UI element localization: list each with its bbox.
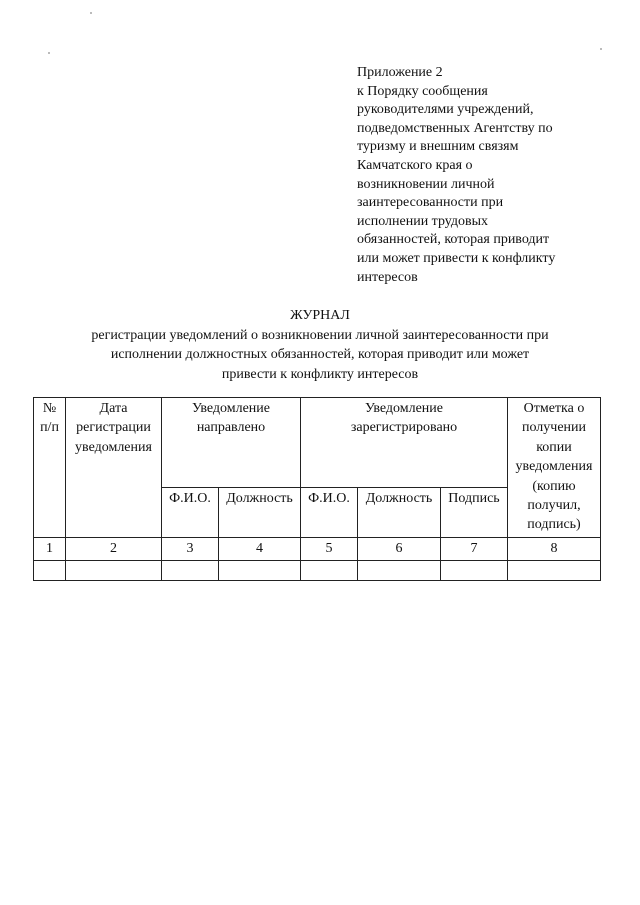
scan-speck [90,12,92,14]
appendix-line: интересов [357,269,418,285]
appendix-note [357,64,597,287]
title-heading: ЖУРНАЛ [290,308,350,323]
empty-cell [34,561,66,581]
header-text: подпись) [527,517,581,533]
empty-cell [66,561,162,581]
column-numbers-row [34,537,601,560]
scan-speck [48,52,50,54]
appendix-line: туризму и внешним связям [357,139,519,155]
table-row [34,561,601,581]
appendix-line: или может привести к конфликту [357,250,556,266]
appendix-line: обязанностей, которая приводит [357,232,550,248]
subheader-signature: Подпись [441,488,508,537]
appendix-line: заинтересованности при [357,195,504,211]
appendix-line: возникновении личной [357,176,495,192]
header-text: копии [536,439,572,455]
column-number: 3 [162,537,219,560]
column-number: 8 [508,537,601,560]
empty-cell [219,561,301,581]
appendix-line: подведомственных Агентству по [357,120,553,136]
column-number: 6 [358,537,441,560]
column-number: 2 [66,537,162,560]
column-number: 5 [301,537,358,560]
header-text: получил, [527,498,581,514]
header-copy-receipt [508,398,601,538]
header-text: регистрации [76,420,151,436]
column-number: 4 [219,537,301,560]
title-line: привести к конфликту интересов [221,366,419,382]
empty-cell [162,561,219,581]
header-notification-sent [162,398,301,488]
header-registration-date [66,398,162,538]
scan-speck [600,48,602,50]
empty-cell [301,561,358,581]
header-text: Уведомление [364,401,443,416]
empty-cell [441,561,508,581]
empty-cell [358,561,441,581]
header-number [34,398,66,538]
journal-table [33,397,601,581]
header-text: получении [521,420,587,436]
header-text: уведомления [515,459,593,475]
subheader-fio-registered: Ф.И.О. [301,488,358,537]
title-line: исполнении должностных обязанностей, которая приводит или может [110,347,530,362]
header-text: Отметка о [523,401,585,416]
document-title [40,306,600,384]
subheader-position-sent: Должность [219,488,301,537]
empty-cell [508,561,601,581]
header-text: зарегистрировано [350,420,458,436]
header-text: № [42,401,57,416]
column-number: 1 [34,537,66,560]
header-text: уведомления [75,439,152,455]
header-text: (копию [532,478,576,494]
title-line: регистрации уведомлений о возникновении личной заинтересованности при [91,327,549,343]
header-text: Дата [99,401,128,416]
header-text: п/п [40,420,59,436]
column-number: 7 [441,537,508,560]
appendix-line: к Порядку сообщения [357,83,488,99]
header-text: направлено [196,420,266,436]
appendix-line: Камчатского края о [357,157,473,173]
appendix-line: исполнении трудовых [357,213,489,229]
subheader-fio-sent: Ф.И.О. [162,488,219,537]
header-notification-registered [301,398,508,488]
subheader-position-registered: Должность [358,488,441,537]
header-text: Уведомление [191,401,270,416]
appendix-line: Приложение 2 [357,65,443,80]
appendix-line: руководителями учреждений, [357,102,534,118]
